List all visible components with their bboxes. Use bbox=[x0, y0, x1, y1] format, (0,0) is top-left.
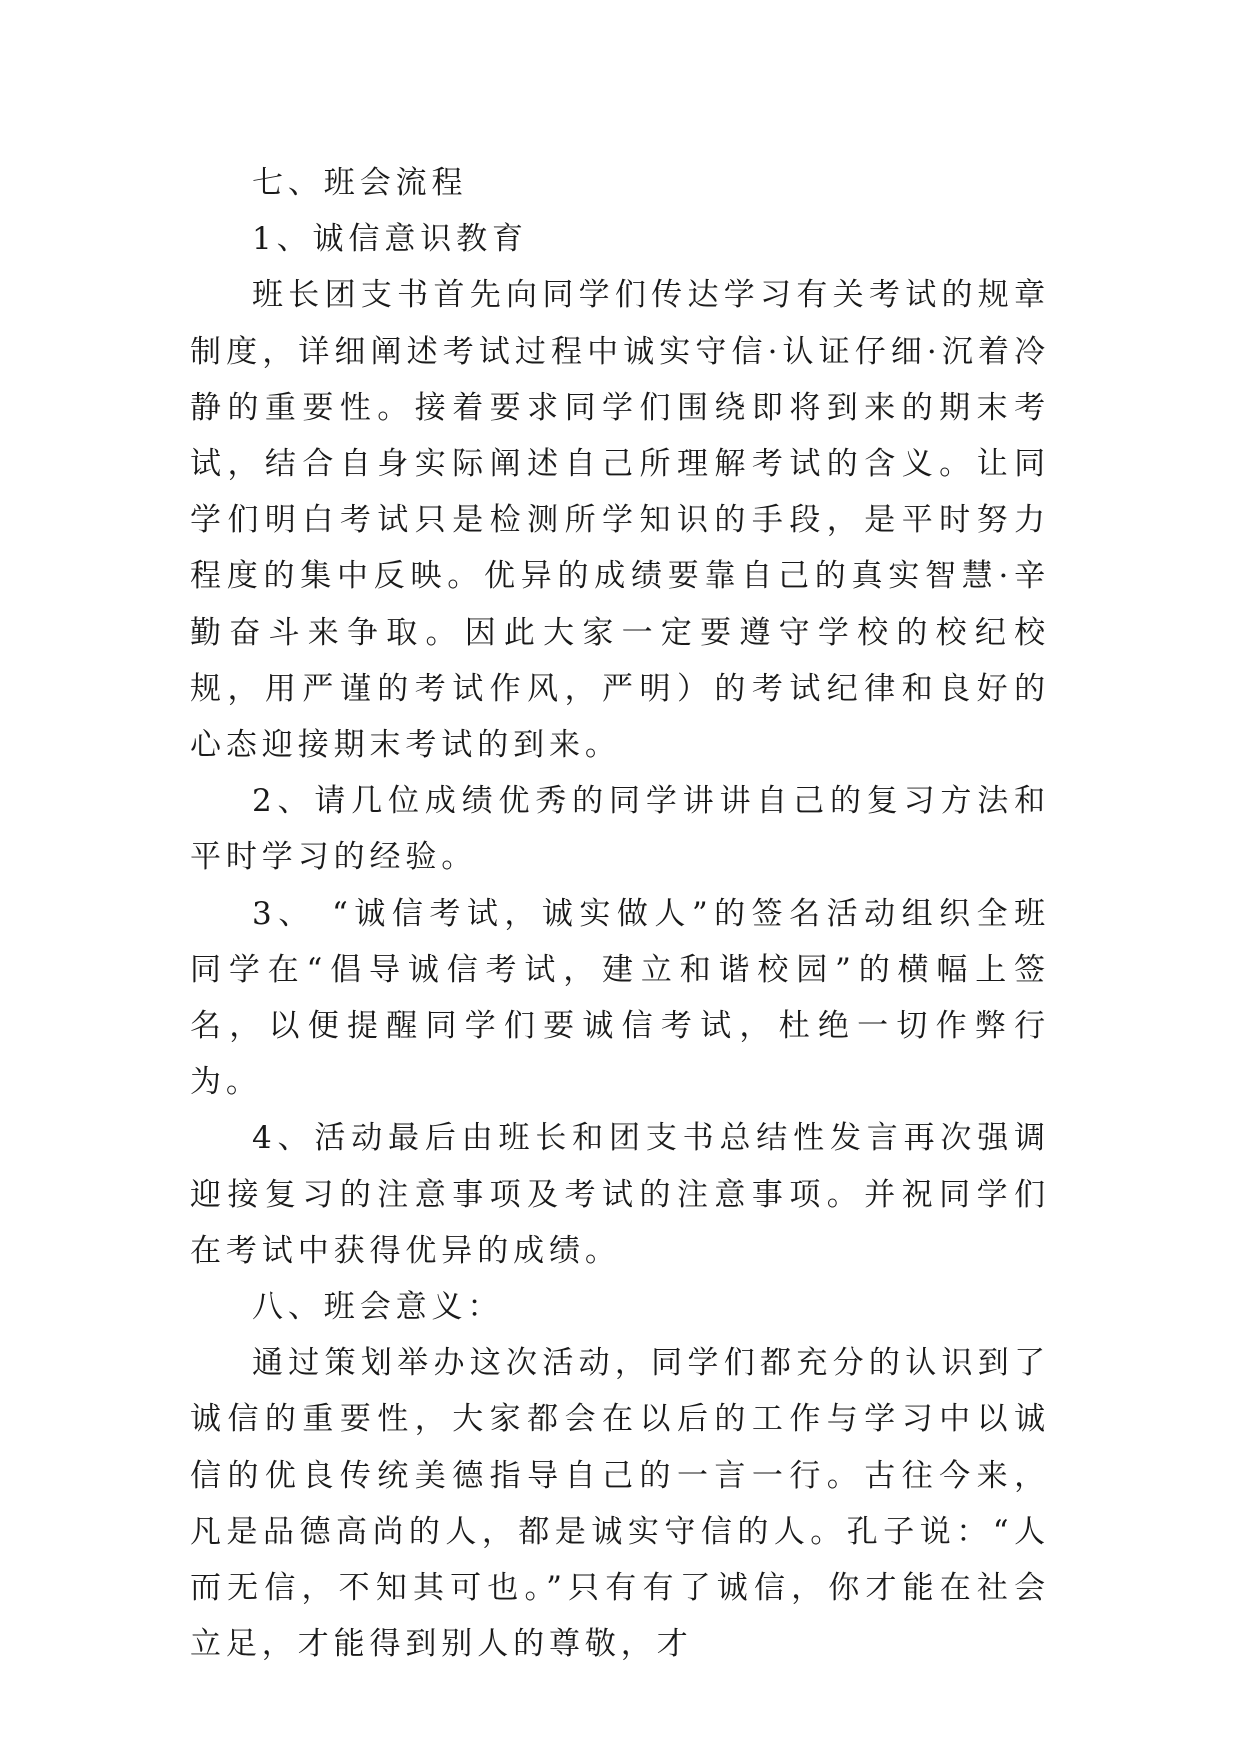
paragraph-significance: 通过策划举办这次活动，同学们都充分的认识到了诚信的重要性，大家都会在以后的工作与学习中以诚信的优良传统美德指导自己的一言一行。古往今来，凡是品德高尚的人，都是诚实守信的人。孔子说：“人而无信，不知其可也。”只有有了诚信，你才能在社会立足，才能得到别人的尊敬，才 bbox=[190, 1345, 1050, 1663]
document-body bbox=[190, 155, 1050, 1672]
section-heading-significance: 八、班会意义： bbox=[252, 1289, 504, 1326]
list-item-integrity-education: 1、诚信意识教育 bbox=[252, 221, 528, 258]
list-item-study-experience: 2、请几位成绩优秀的同学讲讲自己的复习方法和平时学习的经验。 bbox=[190, 783, 1050, 876]
section-heading-process: 七、班会流程 bbox=[252, 165, 468, 201]
list-item-closing-speech: 4、活动最后由班长和团支书总结性发言再次强调迎接复习的注意事项及考试的注意事项。并祝同学们在考试中获得优异的成绩。 bbox=[190, 1120, 1050, 1269]
list-item-signature-activity: 3、 “诚信考试，诚实做人”的签名活动组织全班同学在“倡导诚信考试，建立和谐校园”的横幅上签名，以便提醒同学们要诚信考试，杜绝一切作弊行为。 bbox=[190, 895, 1050, 1101]
paragraph-integrity-description: 班长团支书首先向同学们传达学习有关考试的规章制度，详细阐述考试过程中诚实守信·认证仔细·沉着冷静的重要性。接着要求同学们围绕即将到来的期末考试，结合自身实际阐述自己所理解考试的含义。让同学们明白考试只是检测所学知识的手段，是平时努力程度的集中反映。优异的成绩要靠自己的真实智慧·辛勤奋斗来争取。因此大家一定要遵守学校的校纪校规，用严谨的考试作风，严明）的考试纪律和良好的心态迎接期末考试的到来。 bbox=[190, 277, 1050, 764]
